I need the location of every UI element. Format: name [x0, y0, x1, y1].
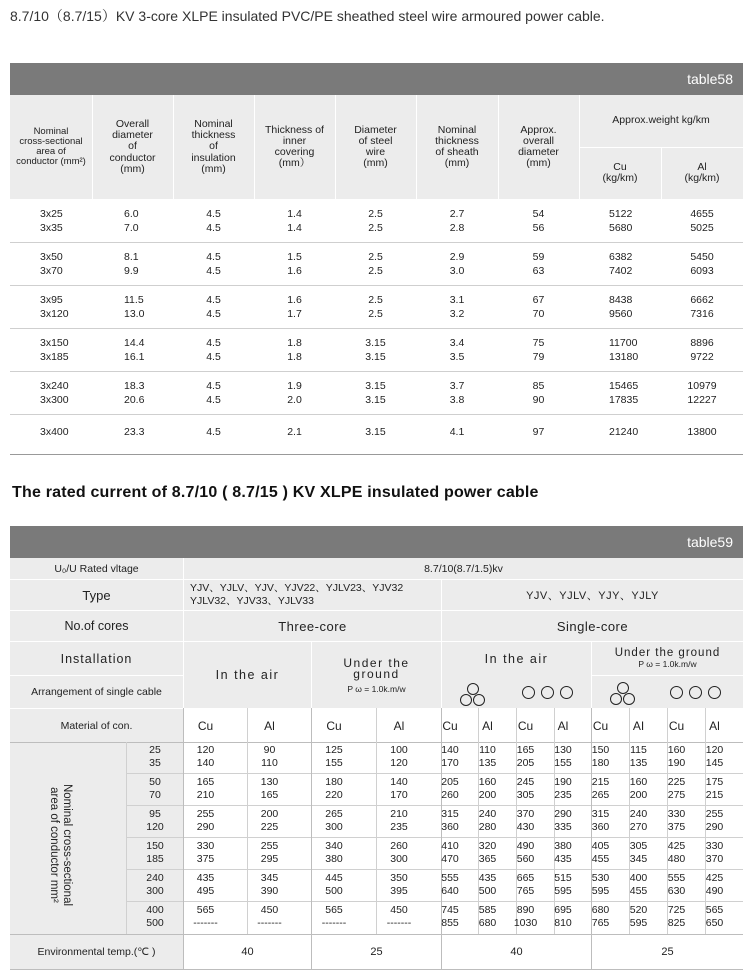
rated-current-cell: 350 395 — [390, 872, 408, 897]
rated-current-cell: 665 765 — [516, 872, 535, 897]
table58-cell: 1.9 2.0 — [287, 380, 302, 406]
header-nominal-area: Nominal cross-sectional area of conductor (mm²) — [16, 126, 86, 167]
area-value: 240 300 — [146, 872, 164, 897]
env-temp-single-ground: 25 — [661, 946, 674, 958]
flat-cable-icon — [522, 686, 535, 699]
rated-current-cell: 260 300 — [390, 840, 408, 865]
rated-current-cell: 320 365 — [478, 840, 497, 865]
table58-cell: 54 56 — [532, 208, 545, 234]
header-cu-weight: Cu (kg/km) — [602, 160, 638, 184]
rated-current-cell: 165 210 — [196, 776, 215, 801]
table58-title: 8.7/10（8.7/15）KV 3-core XLPE insulated PVC/PE sheathed steel wire armoured power cable. — [10, 8, 605, 24]
material-cell: Cu — [592, 718, 609, 733]
single-core-in-air: In the air — [484, 651, 549, 666]
type-label: Type — [82, 587, 111, 603]
table58-cell: 3x95 3x120 — [40, 294, 69, 320]
rated-current-cell: 140 170 — [441, 744, 459, 769]
header-inner-covering: Thickness of inner covering (mm） — [265, 123, 324, 170]
env-temp-single-air: 40 — [510, 946, 523, 958]
rated-voltage-label: U₀/U Rated vltage — [54, 562, 139, 575]
trefoil-cable-icon — [460, 694, 472, 706]
rated-current-cell: 225 275 — [667, 776, 686, 801]
table58-cell: 59 63 — [532, 251, 545, 277]
rated-current-cell: 100 120 — [390, 744, 408, 769]
rated-current-cell: 290 335 — [554, 808, 572, 833]
rated-current-cell: 205 260 — [441, 776, 459, 801]
table58-cell: 23.3 — [124, 426, 145, 438]
table58-cell: 2.5 2.5 — [368, 294, 383, 320]
rated-current-cell: 680 765 — [591, 904, 610, 929]
header-insulation-thickness: Nominal thickness of insulation (mm) — [191, 118, 236, 175]
rated-current-cell: 380 435 — [554, 840, 572, 865]
table58-cell: 15465 17835 — [609, 380, 639, 406]
table58-cell: 85 90 — [532, 380, 545, 406]
rated-current-cell: 165 205 — [516, 744, 535, 769]
trefoil-cable-icon — [473, 694, 485, 706]
rated-current-cell: 515 595 — [554, 872, 572, 897]
rated-current-cell: 435 500 — [478, 872, 497, 897]
table58-label: table58 — [10, 63, 743, 95]
rated-current-cell: 565 ------- — [193, 904, 218, 929]
table58-cell: 1.8 1.8 — [287, 337, 302, 363]
type-single-core: YJV、YJLV、YJY、YJLY — [526, 590, 659, 602]
table58-cell: 97 — [532, 426, 545, 438]
rated-current-cell: 435 495 — [196, 872, 215, 897]
rated-current-cell: 160 200 — [478, 776, 497, 801]
rated-current-cell: 130 165 — [260, 776, 279, 801]
table58-cell: 8.1 9.9 — [124, 251, 139, 277]
rated-voltage-value: 8.7/10(8.7/1.5)kv — [424, 562, 503, 575]
table58-cell: 3.15 — [365, 426, 386, 438]
table59-title: The rated current of 8.7/10 ( 8.7/15 ) KV XLPE insulated power cable — [12, 484, 539, 501]
cores-single: Single-core — [556, 618, 629, 634]
table58-cell: 3.1 3.2 — [449, 294, 465, 320]
rated-current-cell: 425 490 — [705, 872, 724, 897]
area-value: 150 185 — [146, 840, 164, 865]
table58-cell: 6382 7402 — [609, 251, 633, 277]
rated-current-cell: 410 470 — [441, 840, 459, 865]
material-cell: Al — [264, 718, 275, 733]
table58-cell: 1.6 1.7 — [287, 294, 302, 320]
env-temp-three-air: 40 — [241, 946, 254, 958]
env-temp-label: Environmental temp.(℃ ) — [37, 946, 156, 958]
table58-cell: 11700 13180 — [609, 337, 639, 363]
rated-current-cell: 400 455 — [629, 872, 648, 897]
rated-current-cell: 210 235 — [390, 808, 408, 833]
rated-current-cell: 115 135 — [629, 744, 648, 769]
table58-cell: 4655 5025 — [690, 208, 714, 234]
rated-current-cell: 150 180 — [591, 744, 610, 769]
table58-cell: 2.9 3.0 — [449, 251, 465, 277]
table58-cell: 2.1 — [287, 426, 302, 438]
rated-current-cell: 90 110 — [261, 744, 278, 769]
rated-current-cell: 240 270 — [629, 808, 648, 833]
table58-cell: 10979 12227 — [687, 380, 717, 406]
area-value: 400 500 — [146, 904, 164, 929]
rated-current-cell: 255 290 — [196, 808, 215, 833]
nominal-area-vertical-label: Nominal cross-sectional area of conductor mm² — [48, 783, 73, 907]
rated-current-cell: 520 595 — [629, 904, 648, 929]
rated-current-cell: 330 370 — [705, 840, 724, 865]
table58-cell: 2.5 2.5 — [368, 251, 383, 277]
rated-current-cell: 180 220 — [325, 776, 343, 801]
table58-cell: 3.15 3.15 — [365, 380, 386, 406]
material-cell: Al — [709, 718, 720, 733]
header-steel-wire: Diameter of steel wire (mm) — [354, 123, 397, 170]
table58-cell: 3x25 3x35 — [40, 208, 63, 234]
table58-cell: 8438 9560 — [609, 294, 633, 320]
material-label: Material of con. — [60, 719, 133, 732]
table58-cell: 13800 — [687, 426, 717, 438]
table58-cell: 6.0 7.0 — [124, 208, 139, 234]
rated-current-cell: 565 ------- — [321, 904, 347, 929]
flat-cable-icon — [689, 686, 702, 699]
table58-cell: 6662 7316 — [690, 294, 714, 320]
rated-current-cell: 140 170 — [390, 776, 408, 801]
material-cell: Cu — [668, 718, 685, 733]
table58-cell: 4.5 4.5 — [206, 337, 221, 363]
rated-current-cell: 160 190 — [667, 744, 686, 769]
single-core-under-ground: Under the ground — [614, 647, 721, 659]
rated-current-cell: 190 235 — [554, 776, 572, 801]
area-value: 95 120 — [146, 808, 164, 833]
table58-cell: 14.4 16.1 — [124, 337, 145, 363]
rated-current-cell: 555 630 — [667, 872, 686, 897]
material-cell: Cu — [517, 718, 534, 733]
table58-cell: 2.7 2.8 — [449, 208, 465, 234]
rated-current-cell: 240 280 — [478, 808, 497, 833]
table58-cell: 5122 5680 — [609, 208, 633, 234]
table58-cell: 67 70 — [532, 294, 545, 320]
rated-current-cell: 130 155 — [554, 744, 572, 769]
table58-cell: 3.7 3.8 — [449, 380, 465, 406]
rated-current-cell: 405 455 — [591, 840, 610, 865]
table58-cell: 3x150 3x185 — [40, 337, 69, 363]
rated-current-cell: 245 305 — [516, 776, 535, 801]
rated-current-cell: 315 360 — [441, 808, 459, 833]
rated-current-cell: 890 1030 — [513, 904, 538, 929]
flat-cable-icon — [541, 686, 554, 699]
header-approx-diameter: Approx. overall diameter (mm) — [518, 123, 559, 170]
rated-current-cell: 175 215 — [705, 776, 724, 801]
arrangement-label: Arrangement of single cable — [31, 686, 162, 698]
rated-current-cell: 425 480 — [667, 840, 686, 865]
material-cell: Cu — [197, 718, 214, 733]
table58-cell: 21240 — [609, 426, 639, 438]
table58-cell: 4.5 4.5 — [206, 251, 221, 277]
rated-current-cell: 330 375 — [196, 840, 215, 865]
three-core-ground-param: P ω = 1.0k.m/w — [347, 684, 406, 694]
table58-cell: 2.5 2.5 — [368, 208, 383, 234]
table58-cell: 3.15 3.15 — [365, 337, 386, 363]
rated-current-cell: 330 375 — [667, 808, 686, 833]
table58-cell: 4.5 4.5 — [206, 294, 221, 320]
table58-cell: 3x400 — [40, 426, 69, 438]
table58-cell: 5450 6093 — [690, 251, 714, 277]
table58-cell: 4.1 — [449, 426, 465, 438]
header-overall-diameter: Overall diameter of conductor (mm) — [109, 118, 156, 175]
table58-cell: 1.4 1.4 — [287, 208, 302, 234]
rated-current-cell: 725 825 — [667, 904, 686, 929]
table58-cell: 3x240 3x300 — [40, 380, 69, 406]
table58-cell: 75 79 — [532, 337, 545, 363]
rated-current-cell: 265 300 — [325, 808, 343, 833]
flat-cable-icon — [670, 686, 683, 699]
trefoil-cable-icon — [610, 693, 622, 705]
table58-cell: 4.5 4.5 — [206, 380, 221, 406]
trefoil-cable-icon — [623, 693, 635, 705]
rated-current-cell: 215 265 — [591, 776, 610, 801]
rated-current-cell: 445 500 — [325, 872, 343, 897]
rated-current-cell: 530 595 — [591, 872, 610, 897]
rated-current-cell: 200 225 — [260, 808, 279, 833]
table58-cell: 4.5 4.5 — [206, 208, 221, 234]
installation-label: Installation — [60, 651, 133, 666]
area-value: 50 70 — [149, 776, 161, 801]
rated-current-cell: 450 ------- — [386, 904, 412, 929]
table58-cell: 3x50 3x70 — [40, 251, 63, 277]
rated-current-cell: 565 650 — [705, 904, 724, 929]
rated-current-cell: 450 ------- — [257, 904, 282, 929]
rated-current-cell: 110 135 — [478, 744, 497, 769]
table58-cell: 8896 9722 — [690, 337, 714, 363]
flat-cable-icon — [708, 686, 721, 699]
header-sheath-thickness: Nominal thickness of sheath (mm) — [435, 123, 479, 170]
three-core-under-ground: Under the ground — [343, 656, 410, 681]
three-core-in-air: In the air — [215, 668, 280, 682]
area-value: 25 35 — [149, 744, 161, 769]
rated-current-cell: 340 380 — [325, 840, 343, 865]
material-cell: AI — [632, 718, 645, 733]
rated-current-cell: 315 360 — [591, 808, 610, 833]
rated-current-cell: 255 295 — [260, 840, 279, 865]
table58-cell: 4.5 — [206, 426, 221, 438]
table58-cell: 1.5 1.6 — [287, 251, 302, 277]
env-temp-three-ground: 25 — [370, 946, 383, 958]
material-cell: Cu — [326, 718, 342, 733]
single-core-ground-param: P ω = 1.0k.m/w — [638, 659, 697, 669]
material-cell: Al — [482, 718, 493, 733]
table58-cell: 11.5 13.0 — [124, 294, 145, 320]
rated-current-cell: 255 290 — [705, 808, 724, 833]
header-approx-weight: Approx.weight kg/km — [612, 114, 710, 127]
rated-current-cell: 160 200 — [629, 776, 648, 801]
rated-current-cell: 555 640 — [441, 872, 459, 897]
material-cell: Al — [557, 718, 569, 733]
rated-current-cell: 370 430 — [516, 808, 535, 833]
material-cell: Cu — [442, 718, 458, 733]
type-three-core: YJV、YJLV、YJV、YJV22、YJLV23、YJV32 YJLV32、YJV33、YJLV33 — [190, 582, 404, 607]
rated-current-cell: 745 855 — [441, 904, 459, 929]
cores-three: Three-core — [278, 618, 347, 634]
cores-label: No.of cores — [64, 619, 129, 633]
rated-current-cell: 345 390 — [260, 872, 279, 897]
rated-current-cell: 695 810 — [554, 904, 572, 929]
table59 — [10, 558, 743, 970]
rated-current-cell: 585 680 — [478, 904, 497, 929]
rated-current-cell: 120 145 — [705, 744, 724, 769]
table58-cell: 18.3 20.6 — [124, 380, 145, 406]
rated-current-cell: 120 140 — [196, 744, 215, 769]
rated-current-cell: 490 560 — [516, 840, 535, 865]
table59-label: table59 — [10, 526, 743, 558]
header-al-weight: Al (kg/km) — [684, 160, 720, 184]
rated-current-cell: 125 155 — [325, 744, 343, 769]
table58-cell: 3.4 3.5 — [449, 337, 465, 363]
material-cell: Al — [393, 718, 405, 733]
flat-cable-icon — [560, 686, 573, 699]
rated-current-cell: 305 345 — [629, 840, 648, 865]
